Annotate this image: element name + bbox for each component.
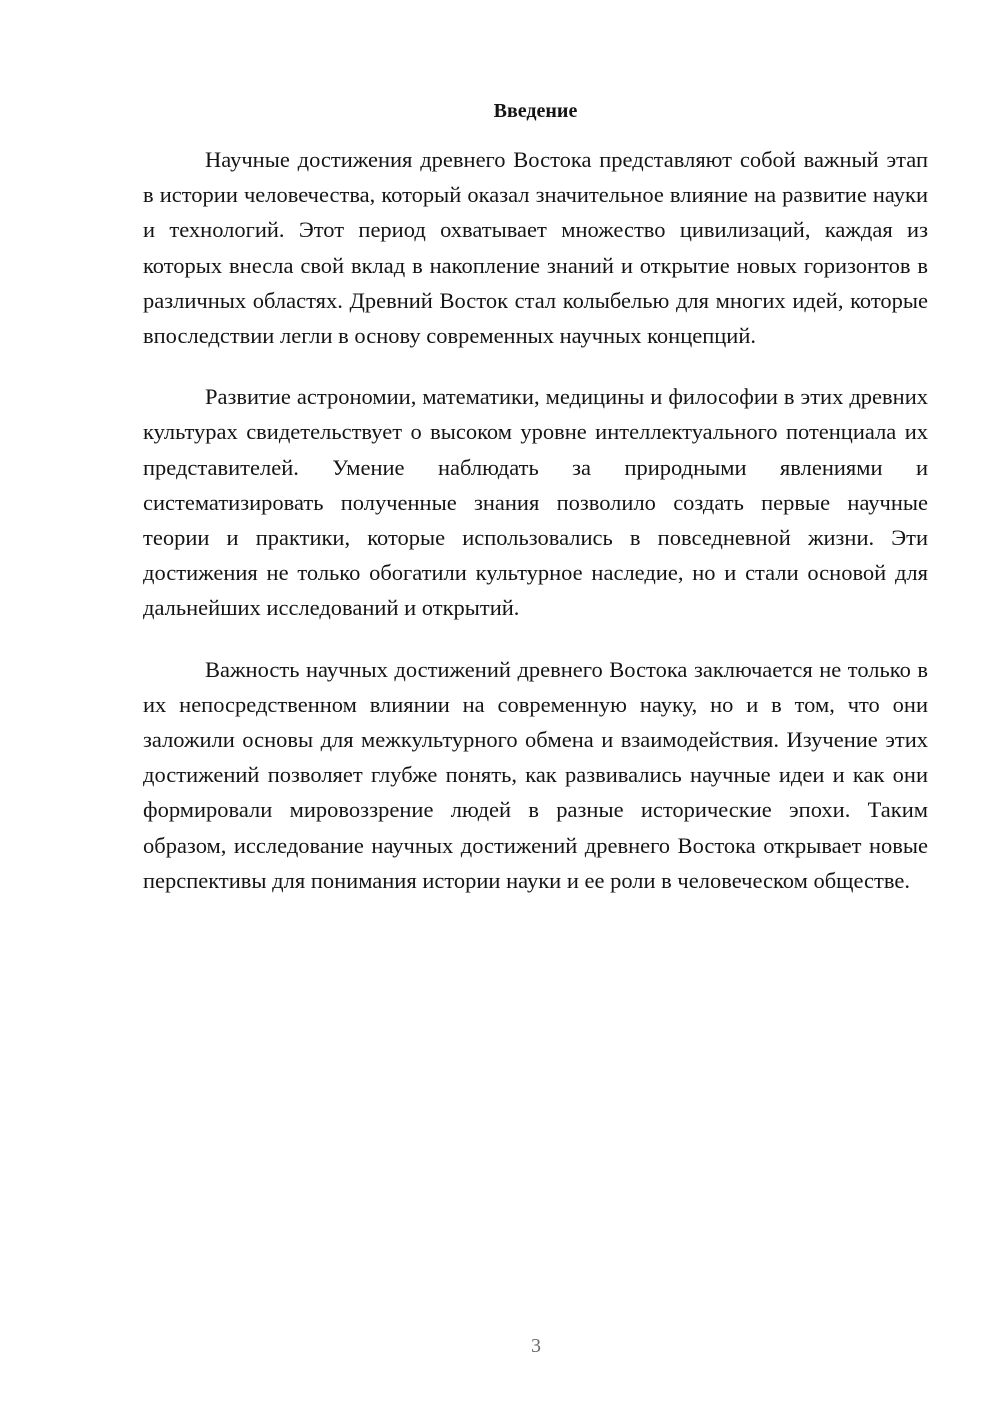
document-body: [143, 142, 928, 924]
paragraph-3: Важность научных достижений древнего Востока заключается не только в их непосредственном влиянии на современную науку, но и в том, что они заложили основы для межкультурного обмена и взаимодействия. Изучение этих достижений позволяет глубже понять, как развивались научные идеи и как они формировали мировоззрение людей в разные исторические эпохи. Таким образом, исследование научных достижений древнего Востока открывает новые перспективы для понимания истории науки и ее роли в человеческом обществе.: [143, 656, 928, 893]
paragraph-2: Развитие астрономии, математики, медицины и философии в этих древних культурах свидетельствует о высоком уровне интеллектуального потенциала их представителей. Умение наблюдать за природными явлениями и систематизировать полученные знания позволило создать первые научные теории и практики, которые использовались в повседневной жизни. Эти достижения не только обогатили культурное наследие, но и стали основой для дальнейших исследований и открытий.: [143, 384, 928, 621]
page-number: 3: [531, 1335, 541, 1357]
page-title: Введение: [493, 100, 578, 122]
paragraph-1: Научные достижения древнего Востока представляют собой важный этап в истории человечества, который оказал значительное влияние на развитие науки и технологий. Этот период охватывает множество цивилизаций, каждая из которых внесла свой вклад в накопление знаний и открытие новых горизонтов в различных областях. Древний Восток стал колыбелью для многих идей, которые впоследствии легли в основу современных научных концепций.: [143, 147, 928, 349]
